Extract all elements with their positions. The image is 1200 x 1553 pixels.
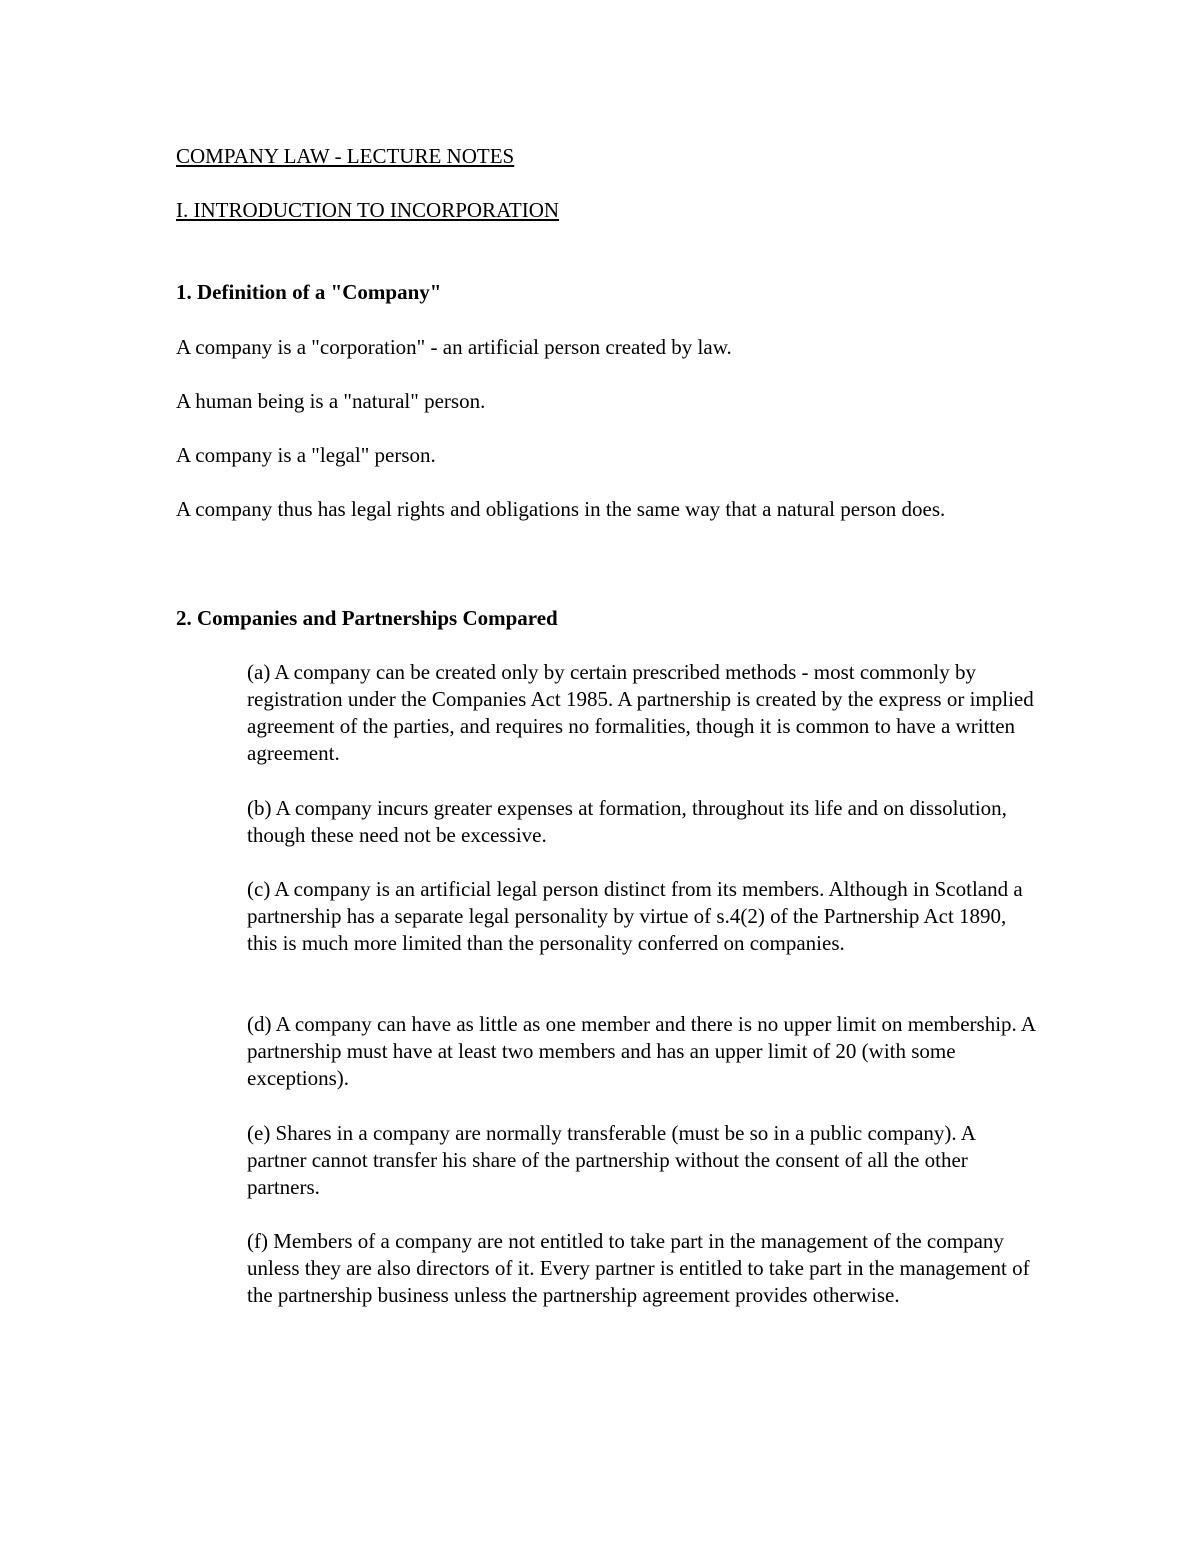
comparison-item-e: (e) Shares in a company are normally transferable (must be so in a public company). A partner cannot transfer his share of the partnership without the consent of all the other partners. (247, 1121, 975, 1199)
comparison-item-c: (c) A company is an artificial legal person distinct from its members. Although in Scotland a partnership has a separate legal personality by virtue of s.4(2) of the Partnership Act 1890, this is much more limited than the personality conferred on companies. (247, 877, 1023, 955)
comparison-item-a: (a) A company can be created only by certain prescribed methods - most commonly by registration under the Companies Act 1985. A partnership is created by the express or implied agreement of the parties, and requires no formalities, though it is common to have a written agreement. (247, 660, 1034, 765)
section-1-paragraph: A human being is a "natural" person. (176, 389, 486, 413)
comparison-item-b: (b) A company incurs greater expenses at formation, throughout its life and on dissolution, though these need not be excessive. (247, 796, 1007, 847)
section-1-paragraph: A company is a "legal" person. (176, 443, 436, 467)
section-2-heading: 2. Companies and Partnerships Compared (176, 606, 558, 630)
comparison-item-d: (d) A company can have as little as one member and there is no upper limit on membership. A partnership must have at least two members and has an upper limit of 20 (with some exceptions). (247, 1012, 1035, 1090)
section-1-heading: 1. Definition of a "Company" (176, 280, 442, 304)
section-title: I. INTRODUCTION TO INCORPORATION (176, 198, 560, 222)
section-1-paragraph: A company thus has legal rights and obligations in the same way that a natural person does. (176, 497, 946, 521)
section-1-paragraph: A company is a "corporation" - an artificial person created by law. (176, 335, 732, 359)
comparison-item-f: (f) Members of a company are not entitled to take part in the management of the company unless they are also directors of it. Every partner is entitled to take part in the management of the partnership business unless the partnership agreement provides otherwise. (247, 1229, 1030, 1307)
document-title: COMPANY LAW - LECTURE NOTES (176, 144, 515, 168)
